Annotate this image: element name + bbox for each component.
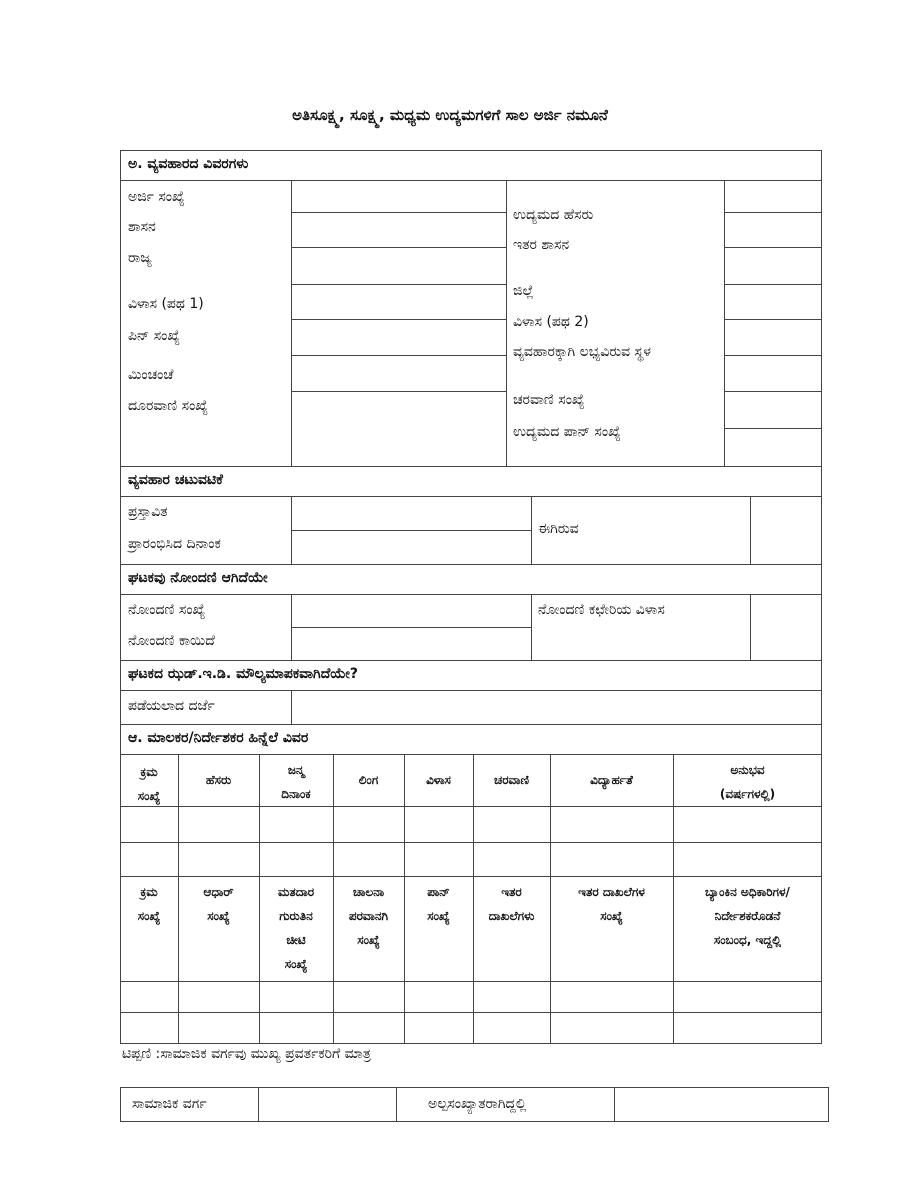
address-line2-label: ವಿಳಾಸ (ಪಥ 2) xyxy=(513,314,589,330)
other-constitution-label: ಇತರ ಶಾಸನ xyxy=(513,237,570,253)
pin-number-label: ಪಿನ್ ಸಂಖ್ಯೆ xyxy=(128,328,181,344)
state-label: ರಾಜ್ಯ xyxy=(128,250,152,266)
table2-header-other-doc-number: ಇತರ ದಾಖಲೆಗಳ ಸಂಖ್ಯೆ xyxy=(578,885,645,923)
constitution-label: ಶಾಸನ xyxy=(128,219,156,235)
table1-header-experience: ಅನುಭವ (ವರ್ಷಗಳಲ್ಲಿ) xyxy=(719,763,776,801)
table1-header-name: ಹೆಸರು xyxy=(205,773,232,787)
table2-header-voter-id: ಮತದಾರ ಗುರುತಿನ ಚೀಟಿ ಸಂಖ್ಯೆ xyxy=(277,885,315,971)
registration-act-label: ನೋಂದಣಿ ಕಾಯಿದೆ xyxy=(128,633,215,649)
registration-office-label: ನೋಂದಣಿ ಕಛೇರಿಯ ವಿಳಾಸ xyxy=(538,602,665,618)
registration-header: ಘಟಕವು ನೋಂದಣಿ ಆಗಿದೆಯೇ xyxy=(128,570,268,586)
address-line1-label: ವಿಳಾಸ (ಪಥ 1) xyxy=(128,296,204,312)
table1-header-qualification: ವಿದ್ಯಾರ್ಹತೆ xyxy=(590,773,633,787)
table2-header-aadhaar: ಆಧಾರ್ ಸಂಖ್ಯೆ xyxy=(203,885,234,923)
table1-header-gender: ಲಿಂಗ xyxy=(358,773,379,787)
district-label: ಜಿಲ್ಲೆ xyxy=(513,283,534,299)
enterprise-pan-label: ಉದ್ಯಮದ ಪಾನ್ ಸಂಖ್ಯೆ xyxy=(513,424,621,440)
table2-header-serial: ಕ್ರಮ ಸಂಖ್ಯೆ xyxy=(137,885,161,923)
table1-header-birth-date: ಜನ್ಮ ದಿನಾಂಕ xyxy=(281,763,311,801)
zed-rating-header: ಘಟಕದ ಝಡ್.ಇ.ಡಿ. ಮೌಲ್ಯಮಾಪಕವಾಗಿದೆಯೇ? xyxy=(128,666,359,682)
minority-label: ಅಲ್ಪಸಂಖ್ಯಾತರಾಗಿದ್ದಲ್ಲಿ xyxy=(428,1096,527,1112)
phone-number-label: ದೂರವಾಣಿ ಸಂಖ್ಯೆ xyxy=(128,398,208,414)
mobile-number-label: ಚರವಾಣಿ ಸಂಖ್ಯೆ xyxy=(513,392,585,408)
table1-header-address: ವಿಳಾಸ xyxy=(426,773,451,787)
section-b-header: ಆ. ಮಾಲಕರ/ನಿರ್ದೇಶಕರ ಹಿನ್ನೆಲೆ ವಿವರ xyxy=(128,730,309,746)
grade-obtained-label: ಪಡೆಯಲಾದ ದರ್ಜೆ xyxy=(128,698,215,714)
table2-header-driving-license: ಚಾಲನಾ ಪರವಾನಗಿ ಸಂಖ್ಯೆ xyxy=(348,885,389,947)
table1-header-serial: ಕ್ರಮ ಸಂಖ್ಯೆ xyxy=(137,765,161,803)
application-number-label: ಅರ್ಜಿ ಸಂಖ್ಯೆ xyxy=(128,189,185,205)
business-premises-label: ವ್ಯವಹಾರಕ್ಕಾಗಿ ಲಭ್ಯವಿರುವ ಸ್ಥಳ xyxy=(513,344,651,360)
table2-header-other-documents: ಇತರ ದಾಖಲೆಗಳು xyxy=(488,885,535,923)
registration-number-label: ನೋಂದಣಿ ಸಂಖ್ಯೆ xyxy=(128,602,206,618)
proposed-label: ಪ್ರಸ್ತಾವಿತ xyxy=(128,504,168,520)
start-date-label: ಪ್ರಾರಂಭಿಸಿದ ದಿನಾಂಕ xyxy=(128,536,221,552)
form-title: ಅತಿಸೂಕ್ಷ್ಮ, ಸೂಕ್ಷ್ಮ, ಮಧ್ಯಮ ಉದ್ಯಮಗಳಿಗೆ ಸಾಲ ಅರ್ಜಿ ನಮೂನೆ xyxy=(292,106,608,124)
social-category-note: ಟಿಪ್ಪಣಿ :ಸಾಮಾಜಿಕ ವರ್ಗವು ಮುಖ್ಯ ಪ್ರವರ್ತಕರಿಗೆ ಮಾತ್ರ xyxy=(122,1046,371,1062)
social-category-label: ಸಾಮಾಜಿಕ ವರ್ಗ xyxy=(132,1096,207,1112)
existing-label: ಈಗಿರುವ xyxy=(538,521,579,537)
table2-header-pan: ಪಾನ್ ಸಂಖ್ಯೆ xyxy=(427,885,450,923)
email-label: ಮಿಂಚಂಚೆ xyxy=(128,367,174,383)
table2-header-bank-relation: ಬ್ಯಾಂಕಿನ ಅಧಿಕಾರಿಗಳ/ ನಿರ್ದೇಶಕರೊಡನೆ ಸಂಬಂಧ, ಇದ್ದಲ್ಲಿ xyxy=(705,885,790,947)
enterprise-name-label: ಉದ್ಯಮದ ಹೆಸರು xyxy=(513,207,594,223)
section-a-header: ಅ. ವ್ಯವಹಾರದ ವಿವರಗಳು xyxy=(128,156,249,172)
table1-header-mobile: ಚರವಾಣಿ xyxy=(494,773,529,787)
business-activity-header: ವ್ಯವಹಾರ ಚಟುವಟಿಕೆ xyxy=(128,472,223,488)
